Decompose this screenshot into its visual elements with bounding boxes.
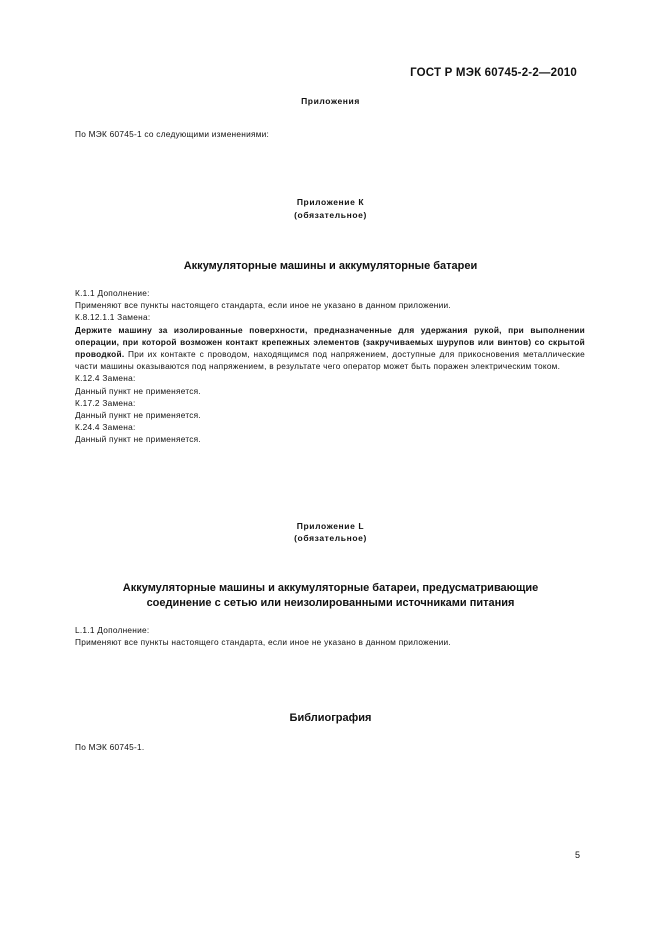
annex-l-status: (обязательное): [294, 533, 367, 543]
annex-l-title: Приложение L: [296, 521, 365, 531]
annex-k-line: К.8.12.1.1 Замена:: [75, 312, 151, 323]
annex-k-line: Данный пункт не применяется.: [75, 434, 201, 445]
annex-l-line: Применяют все пункты настоящего стандарта, если иное не указано в данном приложении.: [75, 637, 451, 648]
annex-l-body: [75, 624, 585, 648]
annexes-title: Приложения: [301, 96, 360, 106]
annex-k-line: К.17.2 Замена:: [75, 397, 136, 408]
annex-k-line: К.12.4 Замена:: [75, 373, 136, 384]
warning-rest-text: При их контакте с проводом, находящимся под напряжением, доступные для прикосновения металлические части машины оказываются под напряжением, в результате чего оператор может быть поражен электрическим током.: [75, 349, 585, 372]
annex-k-line: К.24.4 Замена:: [75, 422, 136, 433]
annex-l-heading-line1: Аккумуляторные машины и аккумуляторные батареи, предусматривающие: [122, 582, 539, 594]
annex-k-body: [75, 287, 585, 446]
annex-k-title: Приложение К: [296, 197, 365, 207]
page-number: 5: [574, 850, 580, 860]
annex-k-status: (обязательное): [294, 210, 367, 220]
annex-l-line: L.1.1 Дополнение:: [75, 625, 150, 635]
annex-k-line: К.1.1 Дополнение:: [75, 288, 150, 298]
annex-k-line: Данный пункт не применяется.: [75, 385, 201, 396]
annexes-intro: По МЭК 60745-1 со следующими изменениями:: [75, 129, 270, 139]
annex-k-line: Данный пункт не применяется.: [75, 410, 201, 421]
document-code-header: ГОСТ Р МЭК 60745-2-2—2010: [410, 67, 577, 79]
bibliography-text: По МЭК 60745-1.: [75, 742, 145, 752]
warning-bold-text: Держите машину за изолированные поверхности, предназначенные для удержания рукой, при выполнении операции, при которой возможен контакт крепежных элементов (закручиваемых шурупов или винтов) со скрытой проводкой.: [75, 324, 585, 360]
annex-k-warning: [75, 324, 585, 373]
annex-k-heading: Аккумуляторные машины и аккумуляторные батареи: [183, 260, 478, 272]
annex-l-heading-line2: соединение с сетью или неизолированными источниками питания: [146, 597, 515, 609]
bibliography-title: Библиография: [289, 712, 372, 724]
annex-k-line: Применяют все пункты настоящего стандарта, если иное не указано в данном приложении.: [75, 300, 451, 311]
